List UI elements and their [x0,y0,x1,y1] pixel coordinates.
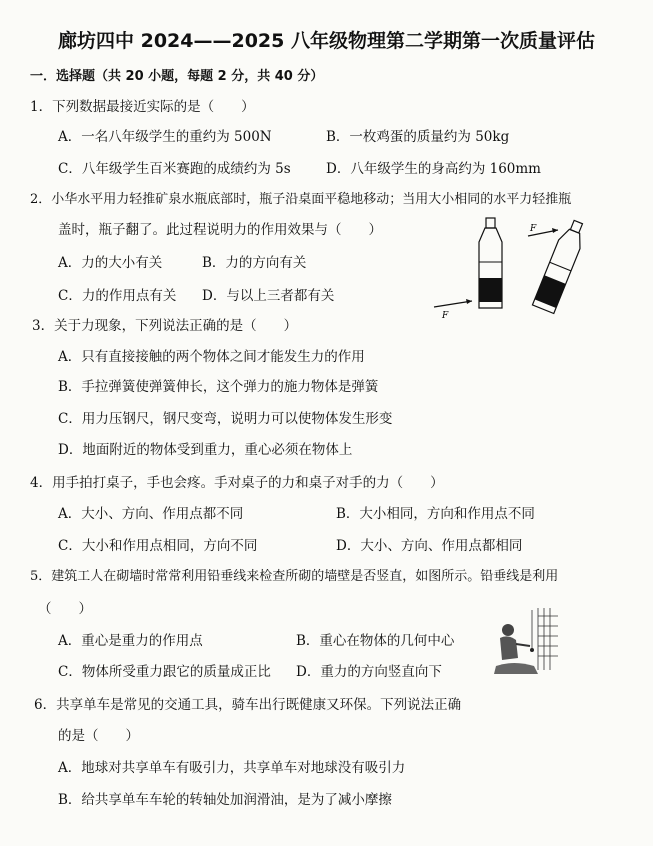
question-1-option-c: C．八年级学生百米赛跑的成绩约为 5s [58,161,291,177]
question-2-option-c: C．力的作用点有关 [58,288,177,304]
force-arrow-bottom [434,299,472,307]
question-6-option-a: A．地球对共享单车有吸引力，共享单车对地球没有吸引力 [58,760,406,776]
question-2-option-a: A．力的大小有关 [58,255,163,271]
question-1-option-d: D．八年级学生的身高约为 160mm [326,161,541,177]
question-3-option-c: C．用力压钢尺，钢尺变弯，说明力可以使物体发生形变 [58,411,393,427]
tilted-bottle [532,218,589,314]
question-4-option-d: D．大小、方向、作用点都相同 [336,538,523,554]
question-6-option-b: B．给共享单车车轮的转轴处加润滑油，是为了减小摩擦 [58,792,392,808]
question-3-option-b: B．手拉弹簧使弹簧伸长，这个弹力的施力物体是弹簧 [58,379,379,395]
question-4-stem: 4．用手拍打桌子，手也会疼。手对桌子的力和桌子对手的力（ ） [30,475,444,491]
section-heading: 一．选择题（共 20 小题，每题 2 分，共 40 分） [30,69,324,84]
question-5-stem-line1: 5．建筑工人在砌墙时常常利用铅垂线来检查所砌的墙壁是否竖直，如图所示。铅垂线是利用 [30,569,559,584]
question-1-stem: 1．下列数据最接近实际的是（ ） [30,99,255,115]
question-5-option-c: C．物体所受重力跟它的质量成正比 [58,664,271,680]
question-5-option-b: B．重心在物体的几何中心 [296,633,455,649]
question-2-option-d: D．与以上三者都有关 [202,288,335,304]
question-3-stem: 3．关于力现象，下列说法正确的是（ ） [32,318,298,334]
question-2-stem-line1: 2．小华水平用力轻推矿泉水瓶底部时，瓶子沿桌面平稳地移动；当用大小相同的水平力轻推瓶 [30,192,572,207]
question-4-option-b: B．大小相同，方向和作用点不同 [336,506,535,522]
question-2-stem-line2: 盖时，瓶子翻了。此过程说明力的作用效果与（ ） [58,222,382,238]
question-5-option-d: D．重力的方向竖直向下 [296,664,442,680]
bottle-push-figure [430,216,590,326]
question-3-option-a: A．只有直接接触的两个物体之间才能发生力的作用 [58,349,365,365]
question-3-option-d: D．地面附近的物体受到重力，重心必须在物体上 [58,442,353,458]
question-1-option-b: B．一枚鸡蛋的质量约为 50kg [326,129,510,145]
question-5-option-a: A．重心是重力的作用点 [58,633,203,649]
exam-title: 廊坊四中 2024——2025 八年级物理第二学期第一次质量评估 [58,30,595,52]
question-4-option-a: A．大小、方向、作用点都不同 [58,506,244,522]
question-6-stem-line2: 的是（ ） [58,728,139,744]
plumb-line-figure [494,604,566,676]
question-1-option-a: A．一名八年级学生的重约为 500N [58,129,272,145]
question-5-stem-line2: （ ） [38,601,92,617]
force-label-bottom: F [442,311,449,321]
question-2-option-b: B．力的方向有关 [202,255,307,271]
question-4-option-c: C．大小和作用点相同，方向不同 [58,538,258,554]
question-6-stem-line1: 6．共享单车是常见的交通工具，骑车出行既健康又环保。下列说法正确 [34,697,462,713]
standing-bottle [479,218,502,308]
force-label-top: F [530,224,537,234]
